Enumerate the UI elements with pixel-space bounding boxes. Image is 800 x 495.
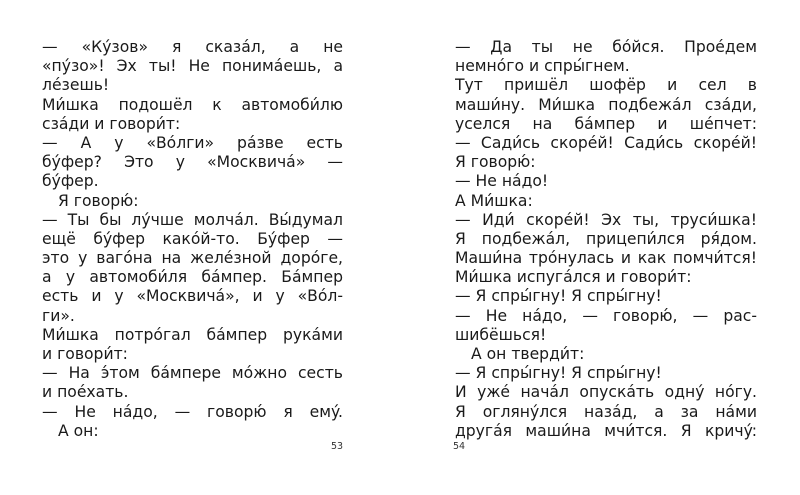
text-line: — На э́том бáмпере мóжно сесть: [42, 364, 343, 383]
text-line: бýфер.: [42, 172, 99, 191]
text-line: шибёшься!: [455, 325, 547, 344]
text-line: А Ми́шка:: [455, 191, 533, 210]
text-line: — А у «Вóлги» рáзве есть: [42, 133, 343, 152]
text-line: а у автомоби́ля бáмпер. Бáмпер: [42, 268, 343, 287]
text-line: и говори́т:: [42, 345, 128, 363]
text-line: — Да ты не бóйся. Проéдем: [455, 38, 757, 56]
text-line: — Не нáдо, — говорю́, — рас-: [455, 306, 757, 325]
text-line: Тут пришёл шофёр и сел в: [455, 76, 757, 95]
text-line: Я говорю́:: [58, 191, 139, 210]
text-line: Я подбежáл, прицепи́лся ря́дом.: [455, 229, 757, 248]
text-line: Ми́шка подошёл к автомоби́лю: [42, 95, 343, 114]
right-page-text: [455, 38, 757, 441]
text-line: И ужé начáл опускáть однý нóгу.: [455, 383, 757, 402]
text-line: сзáди и говори́т:: [42, 114, 181, 133]
text-line: А он:: [58, 421, 99, 440]
text-line: ещё бýфер какóй-то. Бýфер —: [42, 229, 343, 248]
text-line: — Ты бы лýчше молчáл. Вы́думал: [42, 210, 343, 229]
text-line: Ми́шка потрóгал бáмпер рукáми: [42, 325, 343, 344]
right-page: [400, 0, 800, 495]
text-line: ги».: [42, 306, 75, 325]
text-line: Я говорю́:: [455, 153, 536, 172]
text-line: немнóго и спры́гнем.: [455, 57, 630, 76]
text-line: лéзешь!: [42, 76, 110, 95]
text-line: — Иди́ скорéй! Эх ты, труси́шка!: [455, 210, 757, 229]
left-page-text: [42, 38, 343, 441]
text-line: — Я спры́гну! Я спры́гну!: [455, 364, 662, 383]
text-line: Ми́шка испугáлся и говори́т:: [455, 268, 692, 287]
left-page-number: 53: [331, 441, 344, 452]
text-line: — Сади́сь скорéй! Сади́сь скорéй!: [455, 133, 757, 152]
text-line: «пýзо»! Эх ты! Не понимáешь, а: [42, 57, 343, 76]
text-line: А он тверди́т:: [471, 345, 585, 363]
text-line: Маши́на трóнулась и как помчи́тся!: [455, 249, 757, 268]
text-line: уселся на бáмпер и шéпчет:: [455, 114, 757, 133]
text-line: маши́ну. Ми́шка подбежáл сзáди,: [455, 95, 757, 114]
right-page-number: 54: [453, 441, 466, 452]
text-line: — Не нáдо!: [455, 172, 549, 191]
text-line: — «Кýзов» я сказáл, а не: [42, 38, 343, 56]
text-line: это у вагóна на желéзной дорóге,: [42, 249, 343, 268]
text-line: другáя маши́на мчи́тся. Я кричý:: [455, 421, 757, 440]
text-line: бýфер? Это у «Москвичá» —: [42, 153, 343, 172]
text-line: Я оглянýлся назáд, а за нáми: [455, 402, 757, 421]
text-line: — Я спры́гну! Я спры́гну!: [455, 287, 662, 306]
text-line: есть и у «Москвичá», и у «Вóл-: [42, 287, 343, 306]
text-line: и поéхать.: [42, 383, 129, 402]
text-line: — Не нáдо, — говорю́ я емý.: [42, 402, 343, 421]
